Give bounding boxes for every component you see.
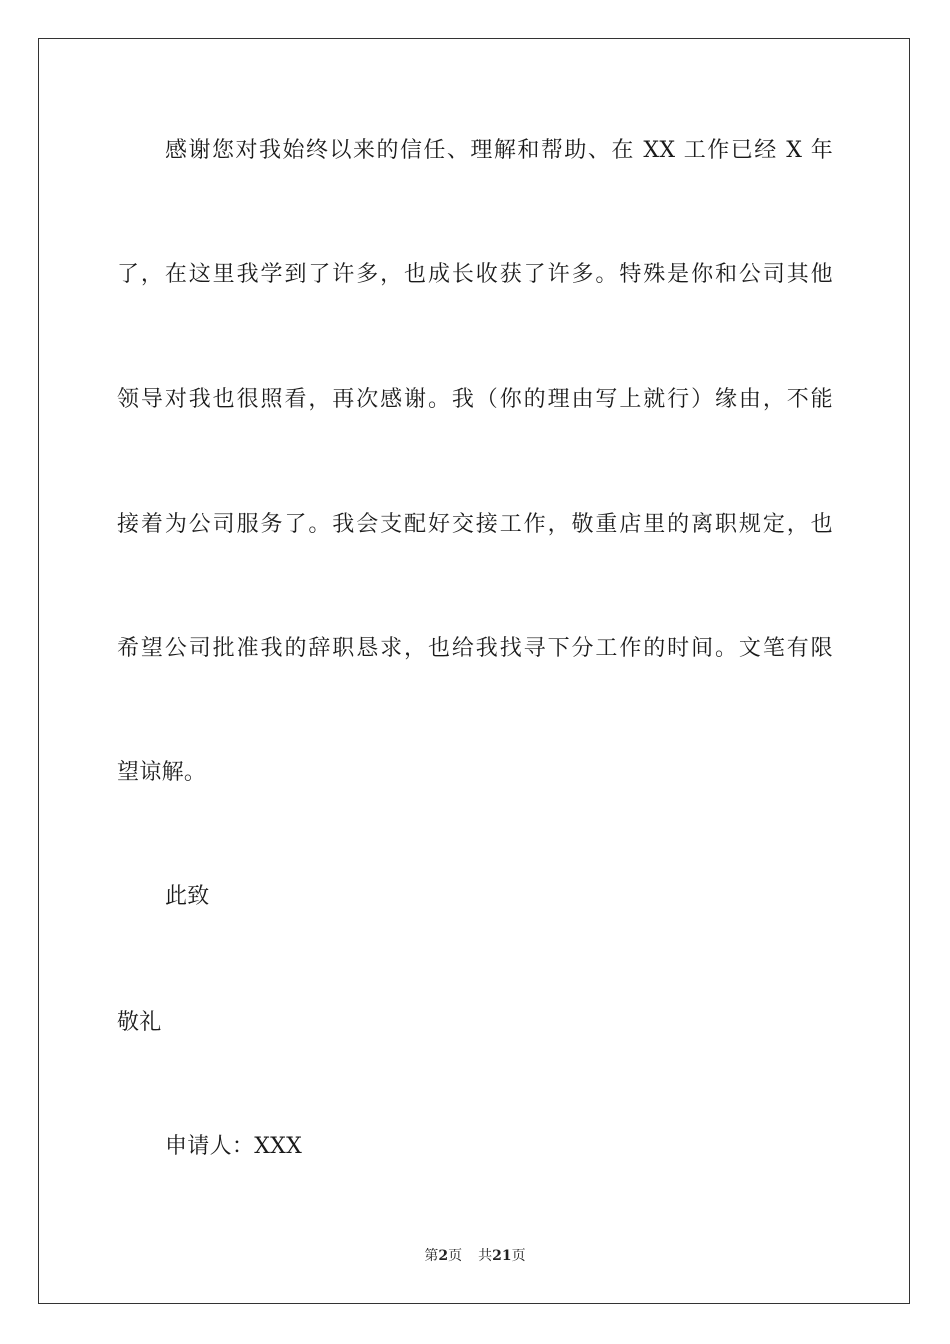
page-total: 21: [492, 1248, 512, 1264]
applicant-signature: 申请人：XXX: [165, 1134, 303, 1159]
total-suffix: 页: [511, 1248, 526, 1264]
page-footer: [0, 1247, 950, 1265]
page-suffix: 页: [448, 1248, 463, 1264]
page-current: 2: [438, 1248, 449, 1264]
paragraph-line-4: 接着为公司服务了。我会支配好交接工作，敬重店里的离职规定，也: [117, 512, 833, 537]
page-prefix: 第: [424, 1248, 439, 1264]
salutation: 此致: [165, 884, 210, 909]
paragraph-line-5: 希望公司批准我的辞职恳求，也给我找寻下分工作的时间。文笔有限: [117, 636, 833, 661]
total-prefix: 共: [478, 1248, 493, 1264]
regards: 敬礼: [117, 1010, 162, 1035]
page-border: [38, 38, 910, 1304]
paragraph-line-3: 领导对我也很照看，再次感谢。我（你的理由写上就行）缘由，不能: [117, 387, 833, 412]
paragraph-line-1: 感谢您对我始终以来的信任、理解和帮助、在 XX 工作已经 X 年: [165, 138, 833, 163]
paragraph-line-6: 望谅解。: [117, 760, 207, 785]
paragraph-line-2: 了，在这里我学到了许多，也成长收获了许多。特殊是你和公司其他: [117, 262, 833, 287]
